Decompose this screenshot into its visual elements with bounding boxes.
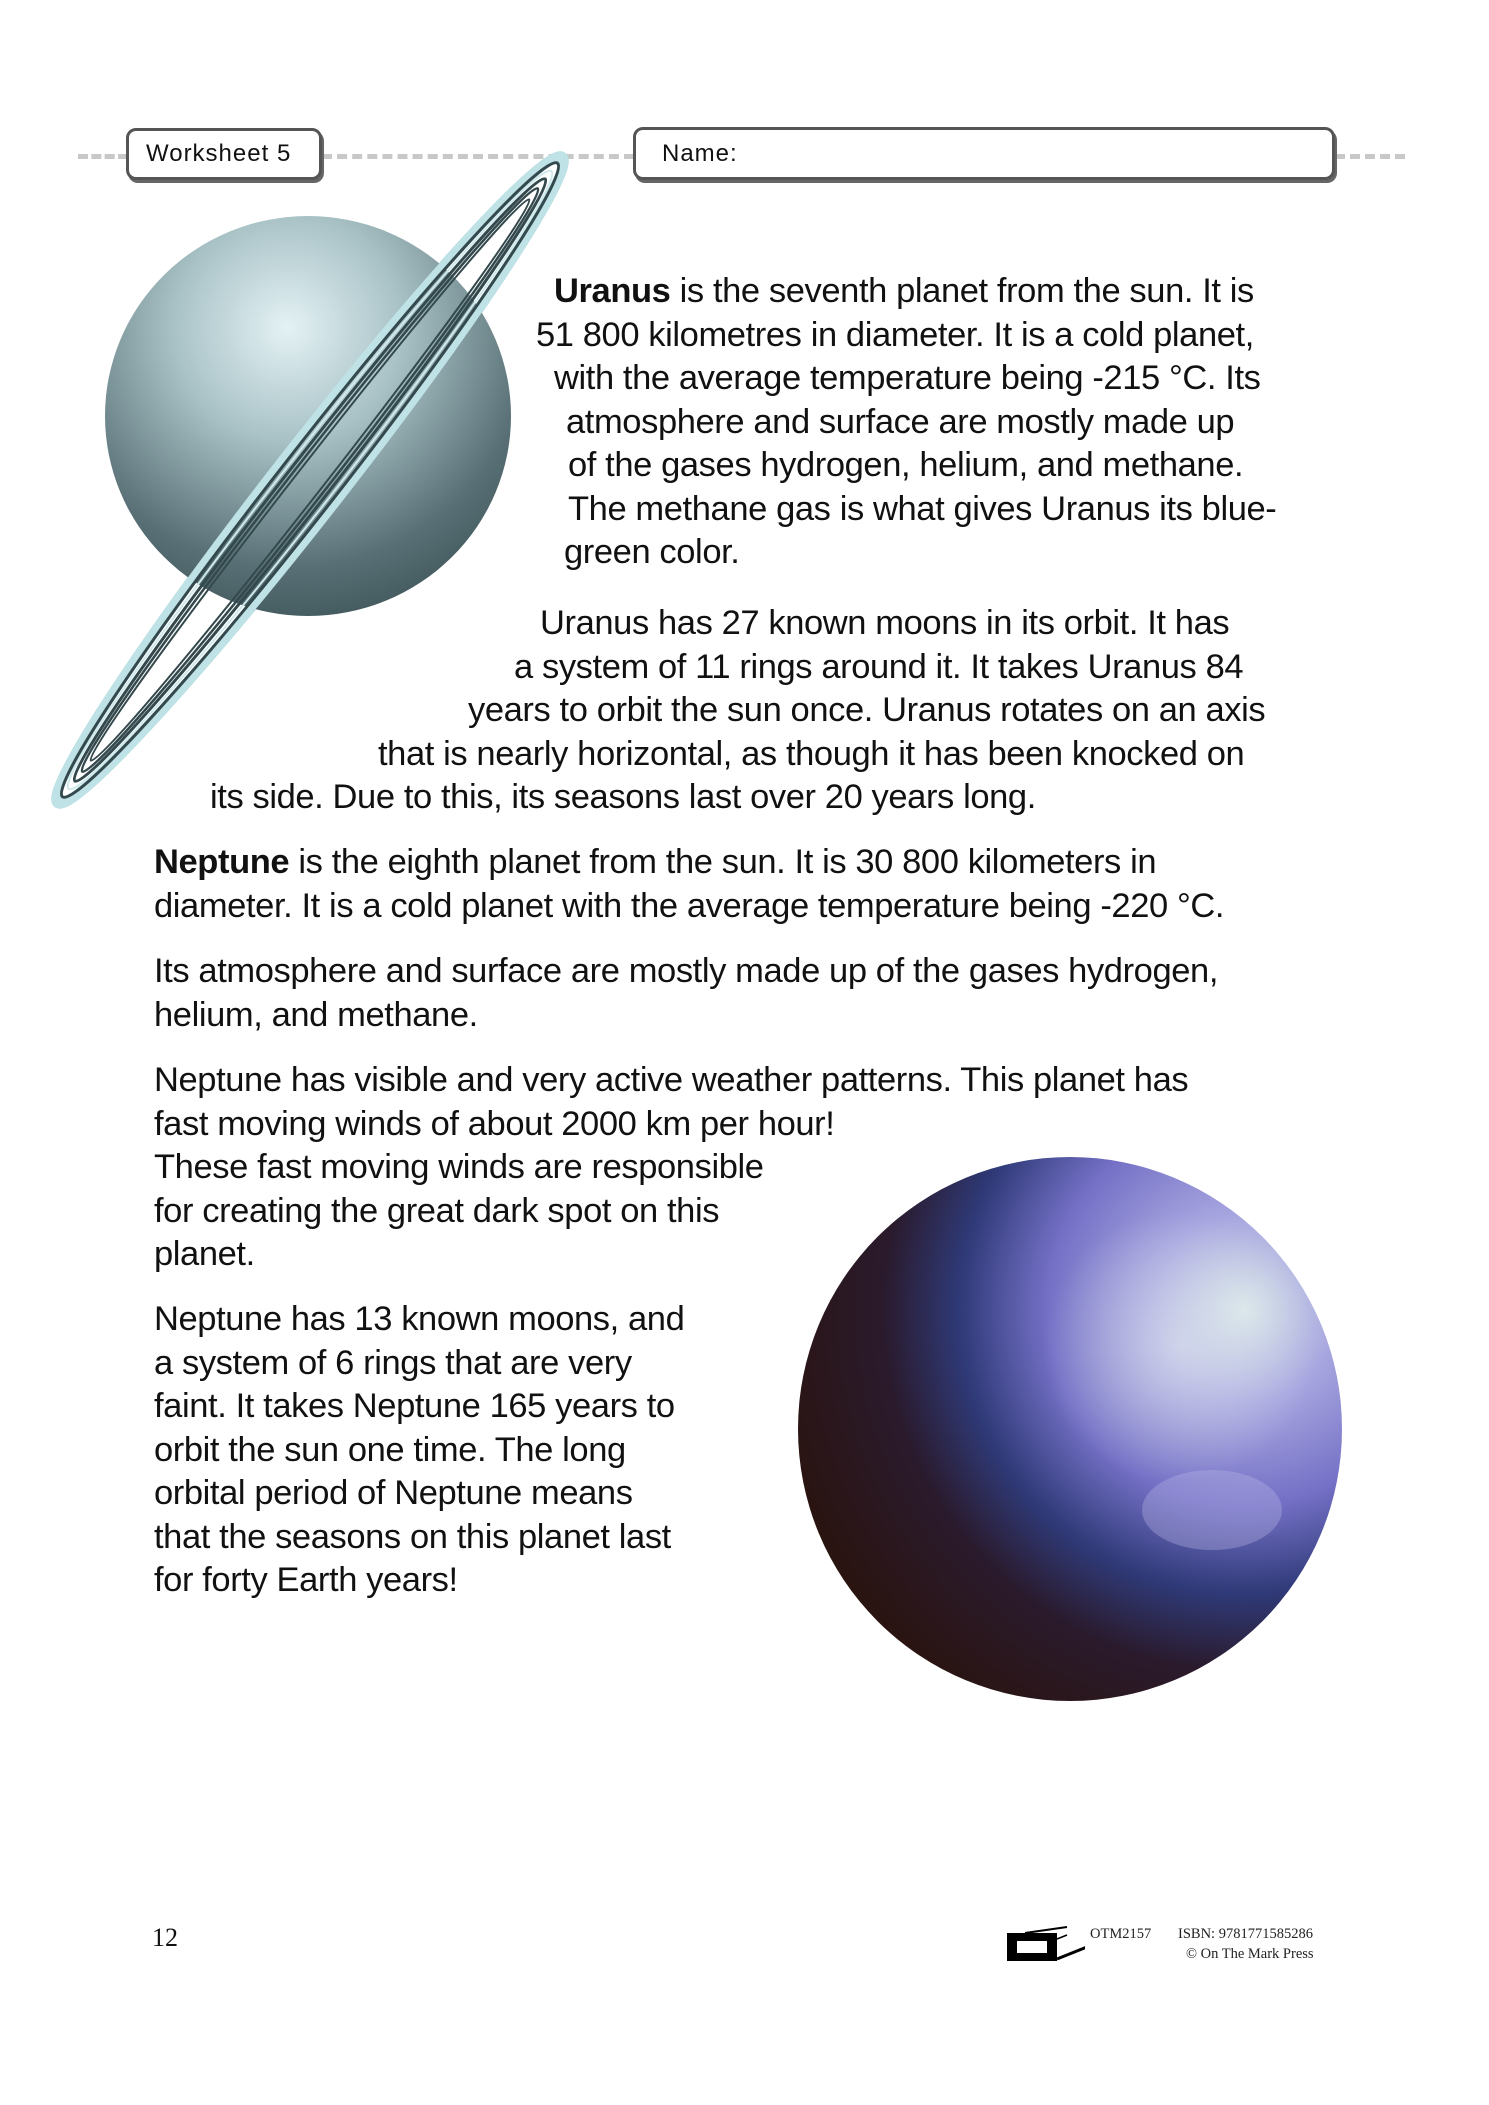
text-line: orbit the sun one time. The long [154, 1430, 626, 1469]
text-line: that the seasons on this planet last [154, 1517, 671, 1556]
text-line: The methane gas is what gives Uranus its blue- [568, 489, 1277, 528]
copyright: © On The Mark Press [1186, 1946, 1314, 1962]
text-line: faint. It takes Neptune 165 years to [154, 1387, 675, 1425]
publisher-logo-icon [1005, 1925, 1085, 1965]
text-line: its side. Due to this, its seasons last over 20 years long. [210, 778, 1036, 816]
text-line: diameter. It is a cold planet with the average temperature being -220 °C. [154, 886, 1225, 925]
text-line: green color. [564, 533, 740, 571]
neptune-paragraph-1 [154, 841, 1224, 928]
product-code: OTM2157 [1090, 1926, 1152, 1942]
name-field[interactable] [633, 127, 1335, 180]
text-line: Uranus has 27 known moons in its orbit. It has [540, 604, 1230, 642]
uranus-paragraph-2 [0, 602, 1489, 820]
text-line: These fast moving winds are responsible [154, 1148, 764, 1186]
text-line: atmosphere and surface are mostly made up [566, 402, 1235, 441]
text-line: for creating the great dark spot on this [154, 1191, 720, 1230]
neptune-illustration [792, 1150, 1352, 1710]
text-line: Neptune has visible and very active weather patterns. This planet has [154, 1061, 1189, 1099]
uranus-paragraph-1 [0, 270, 1489, 575]
worksheet-label: Worksheet 5 [146, 140, 292, 167]
text-line: 51 800 kilometres in diameter. It is a cold planet, [536, 315, 1254, 354]
text-line: a system of 11 rings around it. It takes Uranus 84 [514, 647, 1244, 686]
text-line: that is nearly horizontal, as though it has been knocked on [378, 734, 1245, 773]
name-label: Name: [662, 139, 738, 167]
text-line: orbital period of Neptune means [154, 1474, 633, 1512]
isbn: ISBN: 9781771585286 [1178, 1926, 1313, 1942]
text-line: of the gases hydrogen, helium, and methane. [568, 446, 1244, 484]
text-line: helium, and methane. [154, 995, 478, 1034]
text-line: years to orbit the sun once. Uranus rotates on an axis [468, 691, 1266, 729]
neptune-paragraph-4 [154, 1298, 684, 1603]
text-line: Its atmosphere and surface are mostly made up of the gases hydrogen, [154, 952, 1218, 990]
text-line: for forty Earth years! [154, 1561, 458, 1599]
text-line: Neptune is the eighth planet from the sun. It is 30 800 kilometers in [154, 843, 1157, 881]
text-line: fast moving winds of about 2000 km per hour! [154, 1104, 835, 1143]
page-number: 12 [152, 1923, 178, 1952]
neptune-paragraph-2 [154, 950, 1218, 1037]
header-rule-right [1335, 154, 1405, 159]
text-line: Neptune has 13 known moons, and [154, 1300, 685, 1338]
text-line: a system of 6 rings that are very [154, 1343, 632, 1382]
text-line: planet. [154, 1235, 255, 1273]
text-line: Uranus is the seventh planet from the sun. It is [554, 272, 1254, 310]
text-line: with the average temperature being -215 °C. Its [554, 359, 1261, 397]
